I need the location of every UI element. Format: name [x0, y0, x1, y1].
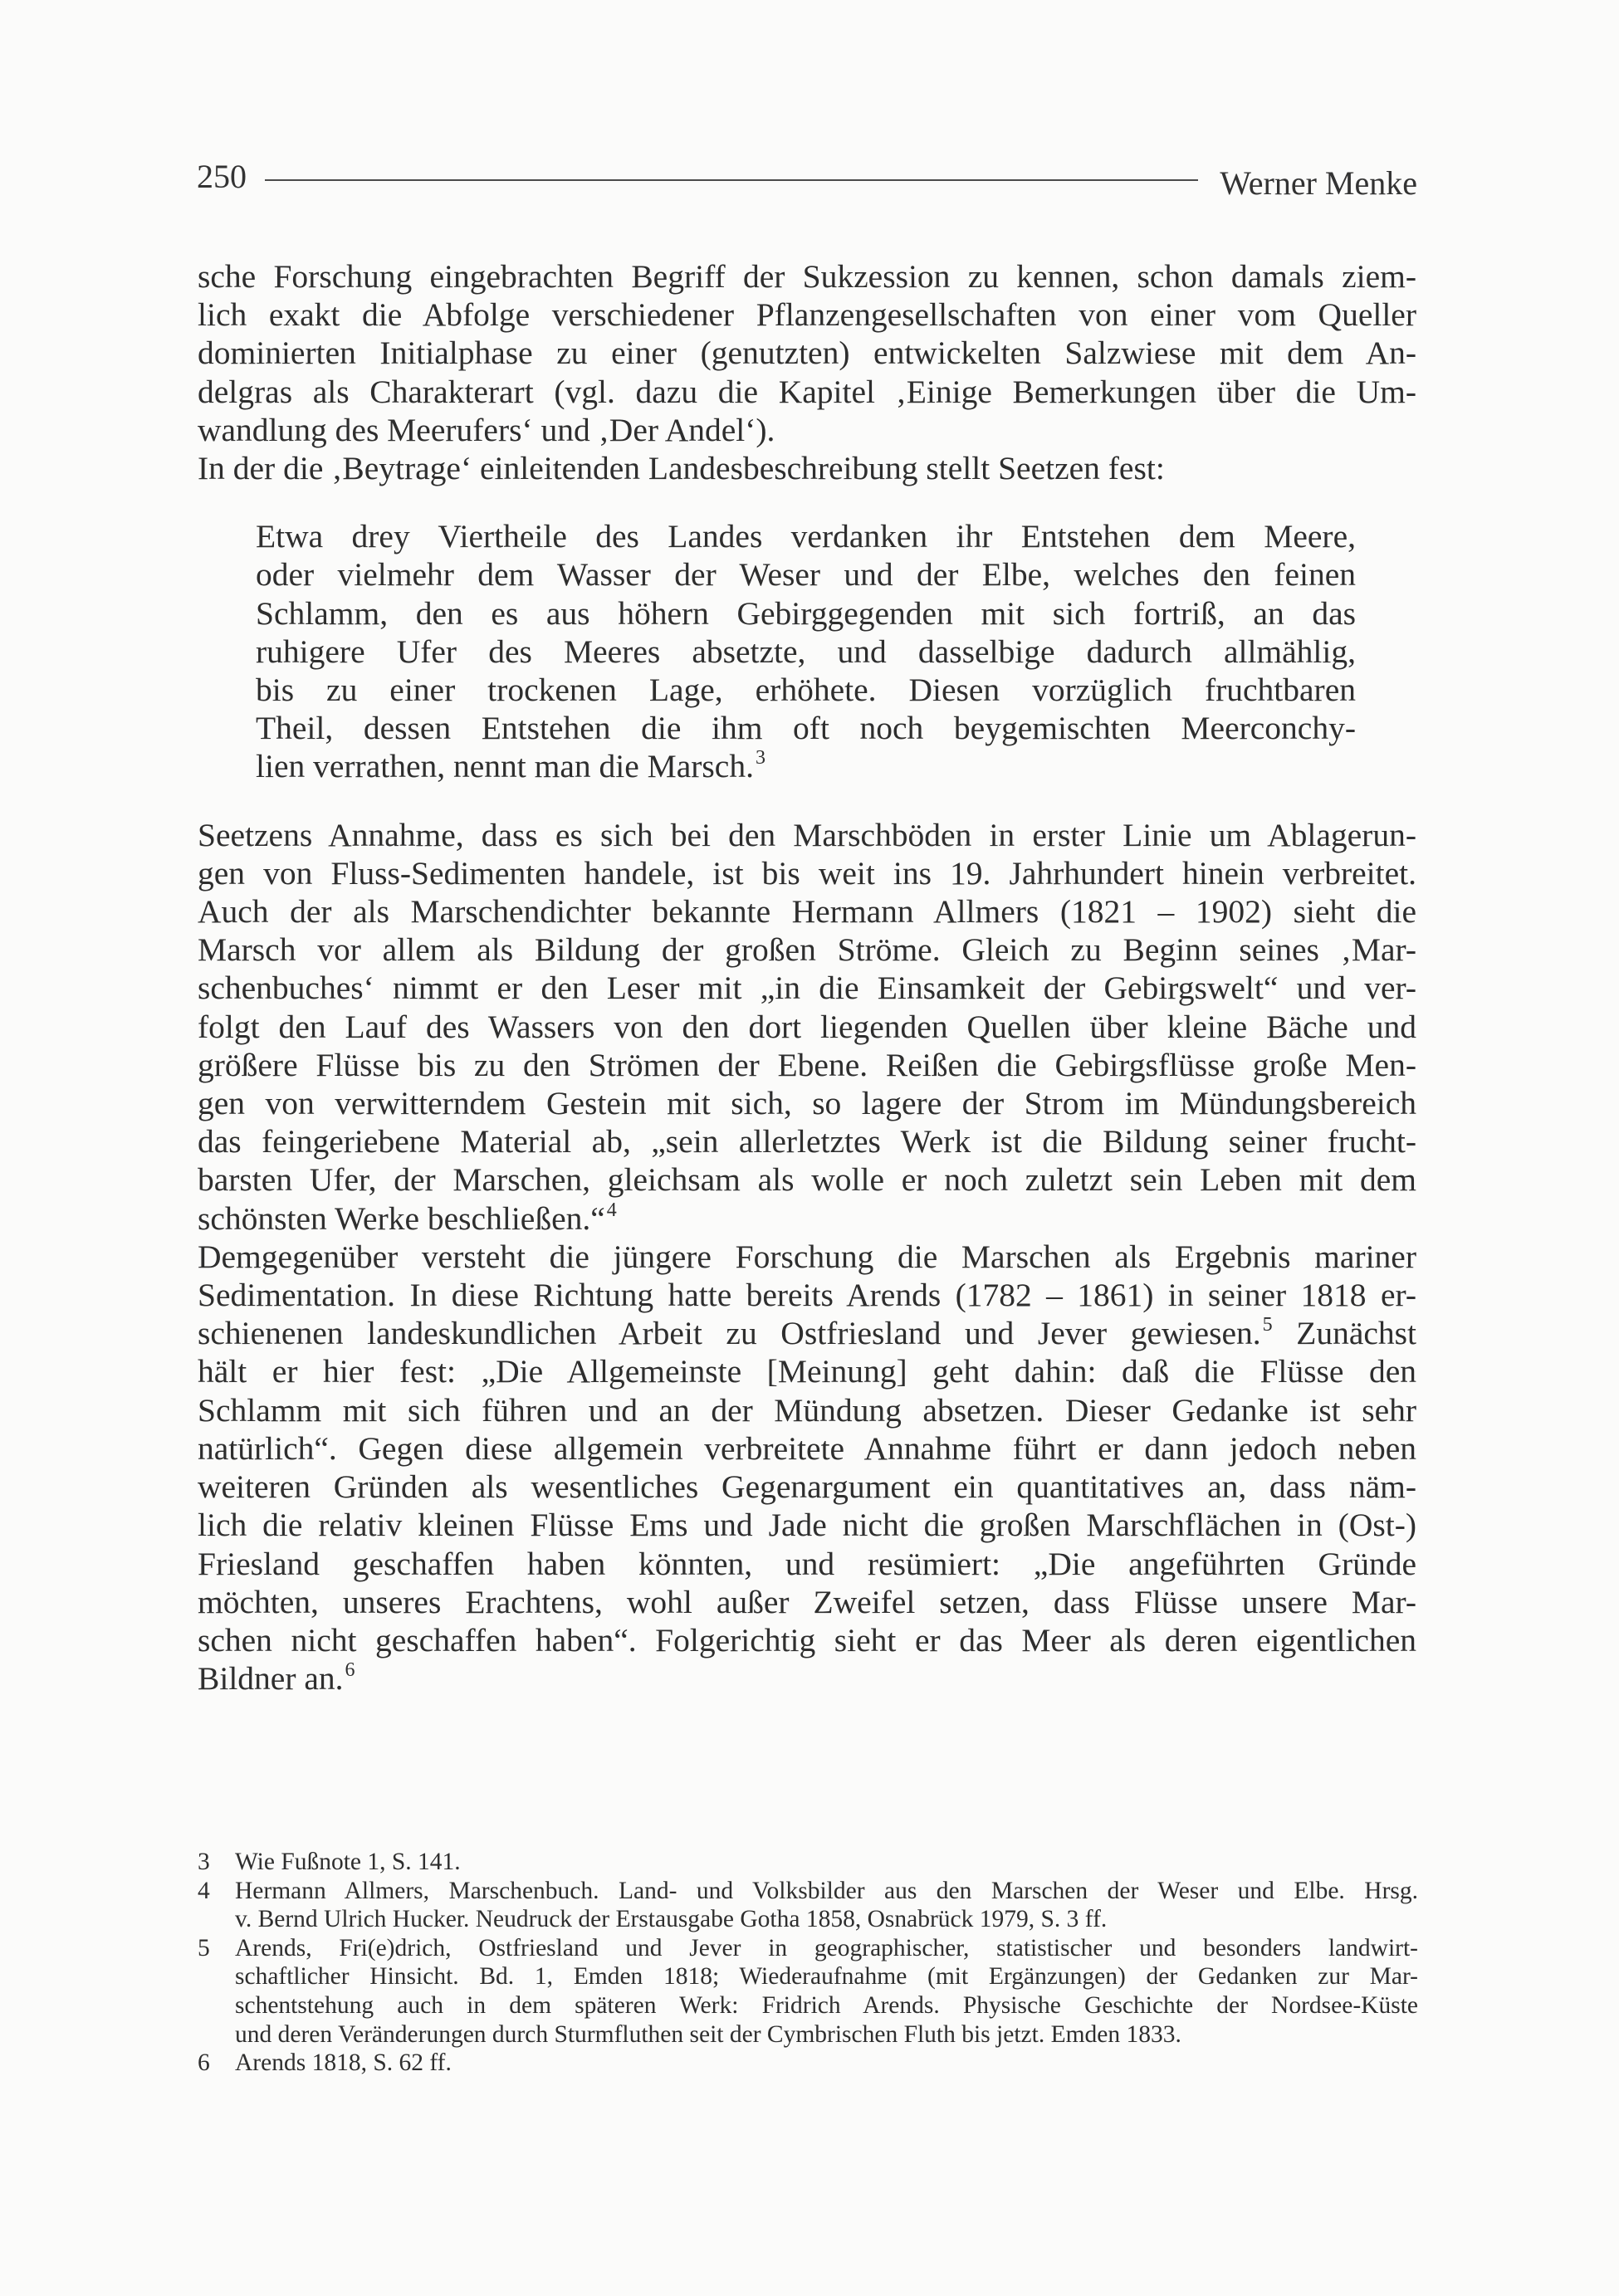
paragraph-4 [198, 1238, 1416, 1698]
footnote-ref-3[interactable]: 3 [755, 747, 765, 769]
text-line: gen von verwitterndem Gestein mit sich, so lagere der Strom im Mündungsbereich [198, 1085, 1416, 1122]
header-rule [265, 179, 1198, 181]
footnote-line: Wie Fußnote 1, S. 141. [235, 1849, 461, 1875]
footnote-line: Hermann Allmers, Marschenbuch. Land- und Volksbilder aus den Marschen der Weser und Elbe. Hrsg. [235, 1877, 1418, 1904]
text-line: Marsch vor allem als Bildung der großen Ströme. Gleich zu Beginn seines ‚Mar- [198, 931, 1416, 969]
footnote-text [235, 1877, 1418, 1934]
text-line: schen nicht geschaffen haben“. Folgerichtig sieht er das Meer als deren eigentlichen [198, 1621, 1416, 1658]
footnote-3 [198, 1848, 1418, 1877]
text-line: Demgegenüber versteht die jüngere Forschung die Marschen als Ergebnis mariner [198, 1238, 1416, 1275]
text-line: Sedimentation. In diese Richtung hatte bereits Arends (1782 – 1861) in seiner 1818 er- [198, 1277, 1416, 1314]
paragraph-2 [198, 449, 1416, 487]
footnote-number: 4 [198, 1877, 210, 1904]
text-line: möchten, unseres Erachtens, wohl außer Zweifel setzen, dass Flüsse unsere Mar- [198, 1583, 1416, 1620]
footnote-text [235, 2049, 1418, 2078]
text-line: das feingeriebene Material ab, „sein allerletztes Werk ist die Bildung seiner frucht- [198, 1123, 1416, 1160]
block-quote-seetzen [256, 517, 1356, 785]
text-line: sche Forschung eingebrachten Begriff der Sukzession zu kennen, schon damals ziem- [198, 258, 1416, 295]
footnote-5 [198, 1934, 1418, 2049]
footnote-line: schaftlicher Hinsicht. Bd. 1, Emden 1818; Wiederaufnahme (mit Ergänzungen) der Gedanken zur Mar- [235, 1963, 1418, 1991]
quote-line: Theil, dessen Entstehen die ihm oft noch beygemischten Meerconchy- [256, 710, 1356, 747]
text-line-tail: Zunächst [1296, 1315, 1417, 1352]
text-line: dominierten Initialphase zu einer (genutzten) entwickelten Salzwiese mit dem An- [198, 335, 1416, 372]
quote-line: Etwa drey Viertheile des Landes verdanken ihr Entstehen dem Meere, [256, 518, 1356, 555]
text-line: Friesland geschaffen haben könnten, und resümiert: „Die angeführten Gründe [198, 1545, 1416, 1582]
page-header [197, 156, 1417, 202]
footnote-ref-5[interactable]: 5 [1262, 1314, 1273, 1336]
text-line: barsten Ufer, der Marschen, gleichsam als wolle er noch zuletzt sein Leben mit dem [198, 1161, 1416, 1199]
text-line: lich exakt die Abfolge verschiedener Pflanzengesellschaften von einer vom Queller [198, 296, 1416, 334]
footnote-line: und deren Veränderungen durch Sturmfluthen seit der Cymbrischen Fluth bis jetzt. Emden 1833. [235, 2020, 1181, 2048]
text-line-text: Bildner an. [198, 1660, 344, 1698]
paragraph-1 [198, 257, 1416, 449]
text-line: delgras als Charakterart (vgl. dazu die Kapitel ‚Einige Bemerkungen über die Um- [198, 373, 1416, 410]
text-line-last [198, 1659, 1416, 1698]
text-line: Seetzens Annahme, dass es sich bei den Marschböden in erster Linie um Ablagerun- [198, 816, 1416, 853]
footnotes [198, 1848, 1418, 2078]
text-line: größere Flüsse bis zu den Strömen der Ebene. Reißen die Gebirgsflüsse große Men- [198, 1046, 1416, 1083]
text-line: Auch der als Marschendichter bekannte Hermann Allmers (1821 – 1902) sieht die [198, 893, 1416, 931]
footnote-line: schentstehung auch in dem späteren Werk: Fridrich Arends. Physische Geschichte der Nordsee-Küste [235, 1991, 1418, 2019]
footnote-line: Arends, Fri(e)drich, Ostfriesland und Jever in geographischer, statistischer und besonders landwirt- [235, 1934, 1418, 1961]
text-line: weiteren Gründen als wesentliches Gegenargument ein quantitatives an, dass näm- [198, 1468, 1416, 1506]
text-line-last [198, 1199, 1416, 1238]
paragraph-3 [198, 816, 1416, 1238]
quote-line: Schlamm, den es aus höhern Gebirggegenden mit sich fortriß, an das [256, 594, 1356, 632]
footnote-line: v. Bernd Ulrich Hucker. Neudruck der Erstausgabe Gotha 1858, Osnabrück 1979, S. 3 ff. [235, 1906, 1108, 1933]
body-text [198, 257, 1416, 1698]
text-line: wandlung des Meerufers‘ und ‚Der Andel‘). [198, 411, 775, 448]
quote-line: ruhigere Ufer des Meeres absetzte, und dasselbige dadurch allmählig, [256, 633, 1356, 670]
text-line: folgt den Lauf des Wassers von den dort liegenden Quellen über kleine Bäche und [198, 1008, 1416, 1045]
quote-line-last [256, 747, 1356, 785]
footnote-number: 3 [198, 1849, 210, 1875]
text-line-text: schienenen landeskundlichen Arbeit zu Ostfriesland und Jever gewiesen. [198, 1315, 1261, 1352]
quote-line-text: lien verrathen, nennt man die Marsch. [256, 748, 754, 785]
text-line: lich die relativ kleinen Flüsse Ems und Jade nicht die großen Marschflächen in (Ost-) [198, 1507, 1416, 1544]
footnote-6 [198, 2049, 1418, 2078]
quote-line: bis zu einer trockenen Lage, erhöhete. Diesen vorzüglich fruchtbaren [256, 672, 1356, 709]
text-line-with-footnote [198, 1314, 1416, 1352]
footnote-number: 6 [198, 2049, 210, 2077]
page-number: 250 [197, 158, 247, 195]
text-line: natürlich“. Gegen diese allgemein verbreitete Annahme führt er dann jedoch neben [198, 1429, 1416, 1467]
footnote-number: 5 [198, 1934, 210, 1961]
text-line: schenbuches‘ nimmt er den Leser mit „in die Einsamkeit der Gebirgswelt“ und ver- [198, 970, 1416, 1007]
footnote-ref-4[interactable]: 4 [606, 1199, 617, 1221]
footnote-text [235, 1934, 1418, 2049]
footnote-ref-6[interactable]: 6 [345, 1659, 355, 1682]
text-line: In der die ‚Beytrage‘ einleitenden Landesbeschreibung stellt Seetzen fest: [198, 450, 1165, 487]
footnote-line: Arends 1818, S. 62 ff. [235, 2049, 452, 2077]
text-line: gen von Fluss-Sedimenten handele, ist bis weit ins 19. Jahrhundert hinein verbreitet. [198, 854, 1416, 892]
footnote-4 [198, 1877, 1418, 1934]
text-line: Schlamm mit sich führen und an der Mündung absetzen. Dieser Gedanke ist sehr [198, 1391, 1416, 1429]
footnote-text [235, 1848, 1418, 1877]
text-line: hält er hier fest: „Die Allgemeinste [Meinung] geht dahin: daß die Flüsse den [198, 1353, 1416, 1390]
text-line-text: schönsten Werke beschließen.“ [198, 1199, 605, 1237]
quote-line: oder vielmehr dem Wasser der Weser und der Elbe, welches den feinen [256, 556, 1356, 594]
running-head-author: Werner Menke [1220, 164, 1417, 202]
